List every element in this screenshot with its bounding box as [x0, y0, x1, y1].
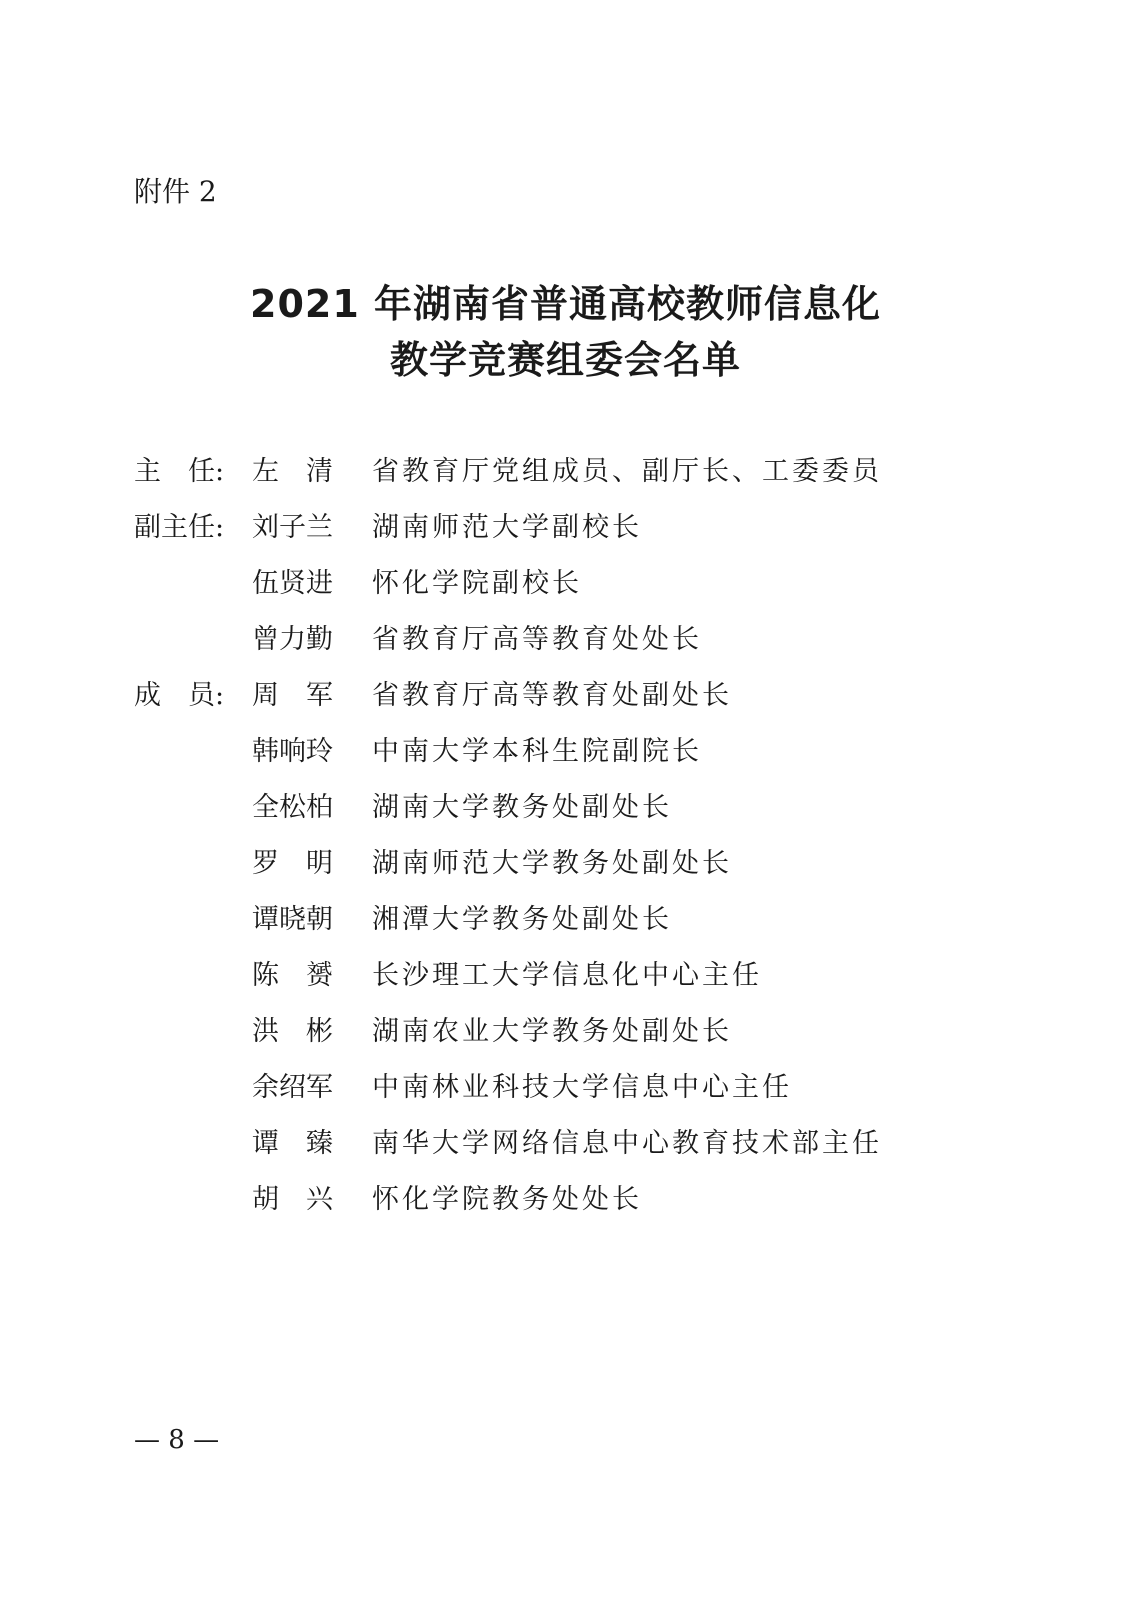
- member-duty: 中南林业科技大学信息中心主任: [372, 1072, 792, 1103]
- member-row: [134, 840, 1014, 896]
- member-duty: 长沙理工大学信息化中心主任: [372, 960, 762, 991]
- page-number: — 8 —: [134, 1425, 220, 1455]
- member-row: [134, 1064, 1014, 1120]
- document-title-line-2: 教学竞赛组委会名单: [389, 338, 741, 382]
- member-name: 余绍军: [252, 1072, 333, 1103]
- member-duty: 省教育厅高等教育处副处长: [372, 680, 732, 711]
- member-role: 成 员:: [134, 680, 225, 711]
- member-duty: 中南大学本科生院副院长: [372, 736, 702, 767]
- member-name: 谭 臻: [252, 1128, 333, 1159]
- member-name: 曾力勤: [252, 624, 333, 655]
- member-row: [134, 1176, 1014, 1232]
- member-duty: 湖南师范大学教务处副处长: [372, 848, 732, 879]
- member-row: [134, 728, 1014, 784]
- member-row: [134, 896, 1014, 952]
- member-row: [134, 672, 1014, 728]
- member-duty: 湘潭大学教务处副处长: [372, 904, 672, 935]
- member-name: 左 清: [252, 456, 333, 487]
- member-role: 主 任:: [134, 456, 225, 487]
- member-name: 伍贤进: [252, 568, 333, 599]
- member-name: 胡 兴: [252, 1184, 333, 1215]
- member-duty: 湖南大学教务处副处长: [372, 792, 672, 823]
- member-duty: 省教育厅党组成员、副厅长、工委委员: [372, 456, 882, 487]
- member-row: [134, 616, 1014, 672]
- member-row: [134, 448, 1014, 504]
- member-name: 周 军: [252, 680, 333, 711]
- member-name: 刘子兰: [252, 512, 333, 543]
- member-name: 韩响玲: [252, 736, 333, 767]
- member-row: [134, 1120, 1014, 1176]
- member-role: 副主任:: [134, 512, 225, 543]
- member-name: 罗 明: [252, 848, 333, 879]
- member-row: [134, 504, 1014, 560]
- member-name: 谭晓朝: [252, 904, 333, 935]
- document-title-line-1: 2021 年湖南省普通高校教师信息化: [250, 282, 881, 326]
- member-row: [134, 560, 1014, 616]
- member-name: 洪 彬: [252, 1016, 333, 1047]
- member-duty: 怀化学院教务处处长: [372, 1184, 642, 1215]
- member-name: 全松柏: [252, 792, 333, 823]
- member-duty: 湖南农业大学教务处副处长: [372, 1016, 732, 1047]
- member-duty: 省教育厅高等教育处处长: [372, 624, 702, 655]
- attachment-label: 附件 2: [134, 175, 217, 208]
- member-row: [134, 1008, 1014, 1064]
- committee-member-list: [134, 448, 1014, 1232]
- member-duty: 湖南师范大学副校长: [372, 512, 642, 543]
- member-row: [134, 784, 1014, 840]
- member-name: 陈 赟: [252, 960, 333, 991]
- member-row: [134, 952, 1014, 1008]
- member-duty: 南华大学网络信息中心教育技术部主任: [372, 1128, 882, 1159]
- member-duty: 怀化学院副校长: [372, 568, 582, 599]
